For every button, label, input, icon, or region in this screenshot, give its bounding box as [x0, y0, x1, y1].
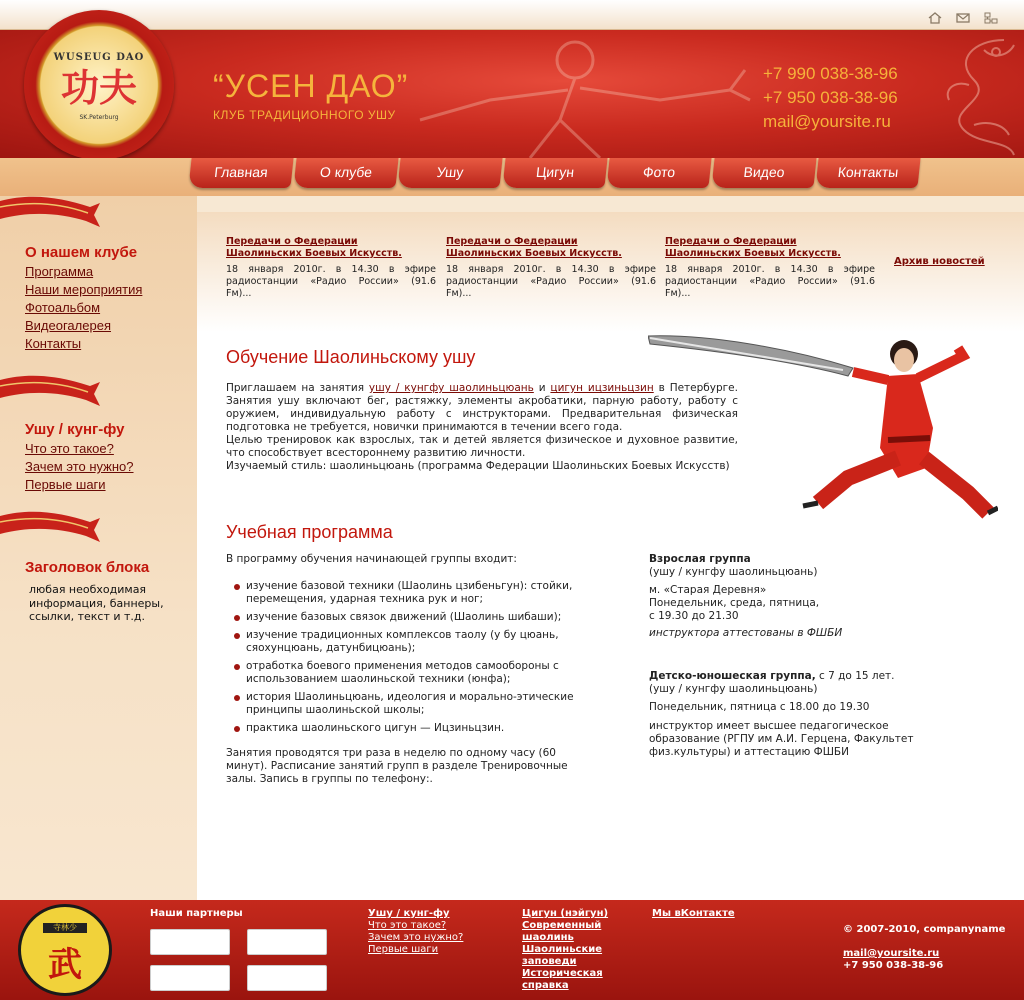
nav-item-wushu[interactable]: Ушу: [397, 158, 502, 188]
copyright: © 2007-2010, companyname: [843, 924, 1006, 935]
nav-item-contacts[interactable]: Контакты: [815, 158, 920, 188]
news-text: 18 января 2010г. в 14.30 в эфире радиостанции «Радио России» (91.6 Fм)...: [446, 264, 656, 299]
news-item: [665, 236, 875, 300]
kids-group-age: с 7 до 15 лет.: [815, 670, 895, 682]
kids-group-title: Детско-юношеская группа,: [649, 670, 816, 682]
footer-link-qigong[interactable]: Цигун (нэйгун): [522, 908, 609, 919]
footer-vk-link[interactable]: Мы вКонтакте: [652, 908, 735, 919]
partner-banner[interactable]: [150, 929, 230, 955]
sidebar-links-club: [25, 263, 142, 353]
qigong-link[interactable]: цигун ицзиньцзин: [550, 382, 654, 394]
news-title[interactable]: Передачи о Федерации Шаолиньских Боевых Искусств.: [226, 236, 402, 259]
sidebar-item-events[interactable]: Наши мероприятия: [25, 282, 143, 297]
kids-group-days: Понедельник, пятница с 18.00 до 19.30: [649, 701, 870, 713]
footer-wushu-heading[interactable]: Ушу / кунг-фу: [368, 908, 450, 919]
kids-group: [649, 670, 934, 759]
intro-text-part: и: [533, 382, 551, 394]
footer-qigong-links: [522, 908, 617, 992]
intro-heading: Обучение Шаолиньскому ушу: [226, 347, 476, 367]
program-heading: Учебная программа: [226, 522, 393, 542]
news-item: [446, 236, 656, 300]
partner-banner[interactable]: [247, 929, 327, 955]
home-icon[interactable]: [928, 9, 942, 21]
sidebar-item-photoalbum[interactable]: Фотоальбом: [25, 300, 101, 315]
phone-2: +7 950 038-38-96: [763, 88, 898, 107]
footer-link-precepts[interactable]: Шаолиньские заповеди: [522, 944, 603, 967]
footer-phone: +7 950 038-38-96: [843, 960, 944, 971]
footer-email[interactable]: mail@yoursite.ru: [843, 948, 940, 959]
adult-group-place: м. «Старая Деревня»: [649, 584, 767, 596]
program-lead: В программу обучения начинающей группы входит:: [226, 553, 517, 565]
footer-link-first-steps[interactable]: Первые шаги: [368, 944, 439, 955]
program-list: [226, 580, 586, 735]
sidebar-item-what[interactable]: Что это такое?: [25, 441, 114, 456]
club-title: “УСЕН ДАО”: [213, 68, 409, 104]
logo-city-text: SK.Peterburg: [79, 114, 119, 121]
sidebar-item-first-steps[interactable]: Первые шаги: [25, 477, 106, 492]
sidebar-heading-wushu: Ушу / кунг-фу: [25, 421, 125, 438]
news-archive-link[interactable]: Архив новостей: [894, 256, 985, 267]
ribbon-ornament: [0, 193, 100, 235]
top-bar: [0, 0, 1024, 30]
sidebar-item-contacts[interactable]: Контакты: [25, 336, 82, 351]
footer-logo[interactable]: [18, 904, 112, 996]
top-icons: [928, 9, 998, 21]
nav-item-about[interactable]: О клубе: [293, 158, 398, 188]
footer-wushu-links: [368, 908, 463, 956]
list-item: практика шаолиньского цигун — Ицзиньцзин.: [226, 722, 586, 735]
kids-group-note: инструктор имеет высшее педагогическое образование (РГПУ им А.И. Герцена, Факультет физ.культуры) и аттестацию ФШБИ: [649, 720, 914, 758]
header-email[interactable]: mail@yoursite.ru: [763, 112, 891, 131]
logo-latin-text: WUSEUG DAO: [53, 52, 145, 63]
intro-style: Изучаемый стиль: шаолиньцюань (программа Федерации Шаолиньских Боевых Искусств): [226, 460, 730, 472]
footer-contacts: [843, 948, 943, 972]
martial-artist-image: [648, 328, 998, 520]
adult-group-time: с 19.30 до 21.30: [649, 610, 739, 622]
nav-item-home[interactable]: Главная: [188, 158, 293, 188]
footer-link-what[interactable]: Что это такое?: [368, 920, 447, 931]
footer-link-modern-shaolin[interactable]: Современный шаолинь: [522, 920, 602, 943]
news-title[interactable]: Передачи о Федерации Шаолиньских Боевых Искусств.: [446, 236, 622, 259]
list-item: изучение традиционных комплексов таолу (у бу цюань, сяохунцюань, датунбицюань);: [226, 629, 586, 655]
dragon-ornament: [914, 30, 1024, 158]
mail-icon[interactable]: [956, 9, 970, 21]
sitemap-icon[interactable]: [984, 9, 998, 21]
intro-text-part: в Петербурге. Занятия ушу включают бег, растяжку, элементы акробатики, парную работу, работу с оружием, индивидуальную работу с инструкторами. Предварительная физическая подготовка не требуется, новички принимаются в течении всего года.: [226, 382, 738, 433]
adult-group-style: (ушу / кунгфу шаолиньцюань): [649, 566, 818, 578]
sidebar-item-why[interactable]: Зачем это нужно?: [25, 459, 134, 474]
adult-group: [649, 553, 949, 640]
site-logo[interactable]: [24, 10, 174, 160]
intro-goal: Целью тренировок как взрослых, так и детей является физическое и духовное развитие, что способствует всестороннему развитию личности.: [226, 434, 738, 459]
adult-group-days: Понедельник, среда, пятница,: [649, 597, 820, 609]
nav-item-video[interactable]: Видео: [711, 158, 816, 188]
nav-item-qigong[interactable]: Цигун: [502, 158, 607, 188]
news-title[interactable]: Передачи о Федерации Шаолиньских Боевых Искусств.: [665, 236, 841, 259]
partners-heading: Наши партнеры: [150, 908, 243, 919]
phone-1: +7 990 038-38-96: [763, 64, 898, 83]
footer-vk: [652, 908, 735, 920]
list-item: изучение базовой техники (Шаолинь цзибеньгун): стойки, перемещения, ударная техника рук и ног;: [226, 580, 586, 606]
sidebar-item-videogallery[interactable]: Видеогалерея: [25, 318, 111, 333]
partner-banner[interactable]: [247, 965, 327, 991]
header-contacts: [763, 62, 898, 134]
adult-group-title: Взрослая группа: [649, 553, 751, 565]
list-item: изучение базовых связок движений (Шаолинь шибаши);: [226, 611, 586, 624]
sidebar-item-program[interactable]: Программа: [25, 264, 94, 279]
intro-text-part: Приглашаем на занятия: [226, 382, 369, 394]
news-text: 18 января 2010г. в 14.30 в эфире радиостанции «Радио России» (91.6 Fм)...: [226, 264, 436, 299]
news-item: [226, 236, 436, 300]
adult-group-note: инструктора аттестованы в ФШБИ: [649, 627, 843, 639]
list-item: отработка боевого применения методов самообороны с использованием шаолиньской техники (юнфа);: [226, 660, 586, 686]
fighter-silhouette: [400, 30, 780, 158]
sidebar-heading-club: О нашем клубе: [25, 244, 138, 261]
kids-group-style: (ушу / кунгфу шаолиньцюань): [649, 683, 818, 695]
footer-link-why[interactable]: Зачем это нужно?: [368, 932, 464, 943]
logo-kungfu-glyphs: 功夫: [60, 65, 137, 110]
wushu-link[interactable]: ушу / кунгфу шаолиньцюань: [368, 382, 534, 394]
main-nav: [190, 158, 922, 188]
sidebar-heading-block: Заголовок блока: [25, 559, 150, 576]
footer-logo-glyph: 武: [48, 945, 82, 985]
club-tagline: КЛУБ ТРАДИЦИОННОГО УШУ: [213, 108, 396, 122]
program-schedule-note: Занятия проводятся три раза в неделю по одному часу (60 минут). Расписание занятий групп в разделе Тренировочные залы. Запись в группы по телефону:.: [226, 747, 568, 785]
list-item: история Шаолиньцюань, идеология и морально-этические принципы шаолиньской школы;: [226, 691, 586, 717]
partner-banner[interactable]: [150, 965, 230, 991]
nav-item-photo[interactable]: Фото: [606, 158, 711, 188]
footer-logo-sign: 寺林少: [43, 923, 87, 933]
ribbon-ornament: [0, 508, 100, 550]
footer-link-history[interactable]: Историческая справка: [522, 968, 603, 991]
program-section: [226, 553, 586, 786]
news-text: 18 января 2010г. в 14.30 в эфире радиостанции «Радио России» (91.6 Fм)...: [665, 264, 875, 299]
sidebar-block-text: любая необходимая информация, баннеры, ссылки, текст и т.д.: [29, 583, 164, 623]
ribbon-ornament: [0, 372, 100, 414]
sidebar-links-wushu: [25, 440, 134, 494]
